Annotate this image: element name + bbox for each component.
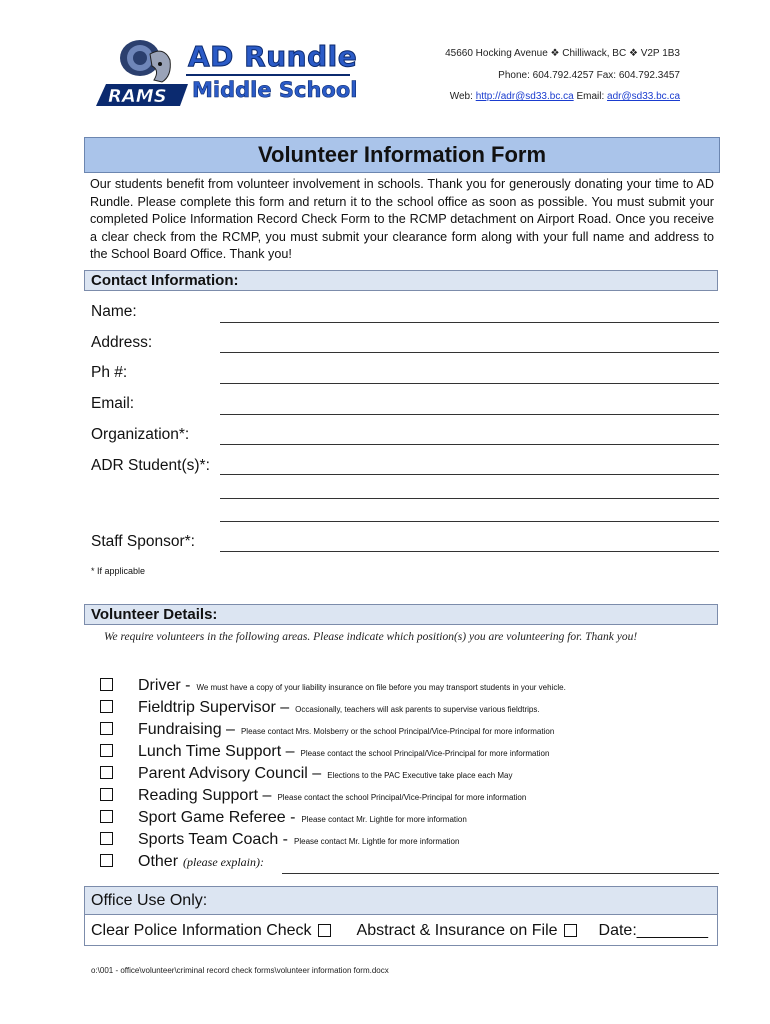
option-label: Sport Game Referee - [138, 809, 296, 826]
other-explain-field[interactable] [282, 873, 719, 874]
phone-label: Ph #: [91, 364, 128, 381]
police-check-label: Clear Police Information Check [91, 922, 312, 939]
staff-sponsor-field[interactable] [220, 551, 719, 552]
form-title: Volunteer Information Form [84, 137, 720, 173]
option-note: Occasionally, teachers will ask parents to supervise various fieldtrips. [295, 705, 540, 714]
web-link[interactable]: http://adr@sd33.bc.ca [475, 91, 574, 102]
date-field[interactable]: Date:________ [598, 922, 708, 939]
option-label: Fieldtrip Supervisor – [138, 699, 290, 716]
option-label: Lunch Time Support – [138, 743, 295, 760]
abstract-checkbox[interactable] [564, 924, 577, 937]
volunteer-option-fundraising [100, 721, 554, 743]
volunteer-option-other [100, 853, 264, 875]
volunteer-option-fieldtrip [100, 699, 540, 721]
lunch-checkbox[interactable] [100, 744, 113, 757]
option-note: Please contact Mr. Lightle for more information [294, 837, 460, 846]
web-label: Web: [449, 91, 473, 102]
option-note: Please contact Mr. Lightle for more information [301, 815, 467, 824]
option-label: Reading Support – [138, 787, 272, 804]
coach-checkbox[interactable] [100, 832, 113, 845]
volunteer-option-referee [100, 809, 467, 831]
volunteer-option-lunch [100, 743, 549, 765]
intro-paragraph: Our students benefit from volunteer involvement in schools. Thank you for generously donating your time to AD Rundle. Please complete this form and return it to the school office as soon as possible. You must submit your completed Police Information Record Check Form to the RCMP detachment on Airport Road. Once you receive a clear check from the RCMP, you must submit your clearance form along with your full name and address to the School Board Office. Thank you! [90, 177, 714, 261]
office-use-heading: Office Use Only: [85, 887, 717, 915]
volunteer-section-heading: Volunteer Details: [84, 604, 718, 625]
abstract-label: Abstract & Insurance on File [356, 922, 558, 939]
organization-field[interactable] [220, 444, 719, 445]
option-note: We must have a copy of your liability insurance on file before you may transport students in your vehicle. [196, 683, 566, 692]
option-note: Please contact the school Principal/Vice-Principal for more information [300, 749, 550, 758]
volunteer-option-driver [100, 677, 566, 699]
option-label: Driver - [138, 677, 191, 694]
address-label: Address: [91, 334, 153, 351]
email-field[interactable] [220, 414, 719, 415]
students-field-1[interactable] [220, 474, 719, 475]
school-subtitle: Middle School [192, 78, 358, 102]
organization-label: Organization*: [91, 426, 190, 443]
option-label: Parent Advisory Council – [138, 765, 322, 782]
fieldtrip-checkbox[interactable] [100, 700, 113, 713]
driver-checkbox[interactable] [100, 678, 113, 691]
name-label: Name: [91, 303, 137, 320]
office-use-row [85, 915, 717, 947]
logo-mascot-text: RAMS [108, 86, 167, 107]
other-checkbox[interactable] [100, 854, 113, 867]
students-field-3[interactable] [220, 521, 719, 522]
students-field-2[interactable] [220, 498, 719, 499]
option-note: Elections to the PAC Executive take place each May [327, 771, 513, 780]
option-label: Fundraising – [138, 721, 235, 738]
phone-field[interactable] [220, 383, 719, 384]
option-note: Please contact the school Principal/Vice-Principal for more information [277, 793, 527, 802]
option-note: Please contact Mrs. Molsberry or the school Principal/Vice-Principal for more information [240, 727, 555, 736]
school-name: AD Rundle [188, 40, 358, 73]
school-address: 45660 Hocking Avenue ❖ Chilliwack, BC ❖ V2P 1B3 [445, 48, 680, 59]
option-label: Other [138, 853, 179, 870]
option-label: Sports Team Coach - [138, 831, 288, 848]
name-field[interactable] [220, 322, 719, 323]
address-field[interactable] [220, 352, 719, 353]
email-label: Email: [576, 91, 605, 102]
applicable-note: * If applicable [91, 566, 146, 576]
office-use-box [84, 886, 718, 946]
reading-checkbox[interactable] [100, 788, 113, 801]
fundraising-checkbox[interactable] [100, 722, 113, 735]
students-label: ADR Student(s)*: [91, 457, 210, 474]
volunteer-option-reading [100, 787, 526, 809]
staff-sponsor-label: Staff Sponsor*: [91, 533, 195, 550]
email-link[interactable]: adr@sd33.bc.ca [607, 91, 680, 102]
volunteer-requirement: We require volunteers in the following areas. Please indicate which position(s) you are volunteering for. Thank you! [104, 631, 638, 643]
ram-mascot-icon [120, 40, 170, 82]
email-label-field: Email: [91, 395, 135, 412]
school-phone-fax: Phone: 604.792.4257 Fax: 604.792.3457 [498, 70, 680, 81]
pac-checkbox[interactable] [100, 766, 113, 779]
volunteer-option-coach [100, 831, 459, 853]
logo-divider [186, 74, 350, 76]
volunteer-option-pac [100, 765, 512, 787]
referee-checkbox[interactable] [100, 810, 113, 823]
option-note: (please explain): [183, 855, 264, 869]
file-path-footer: o:\001 - office\volunteer\criminal record check forms\volunteer information form.docx [91, 966, 389, 975]
contact-section-heading: Contact Information: [84, 270, 718, 291]
school-web-email [450, 91, 680, 102]
police-check-checkbox[interactable] [318, 924, 331, 937]
